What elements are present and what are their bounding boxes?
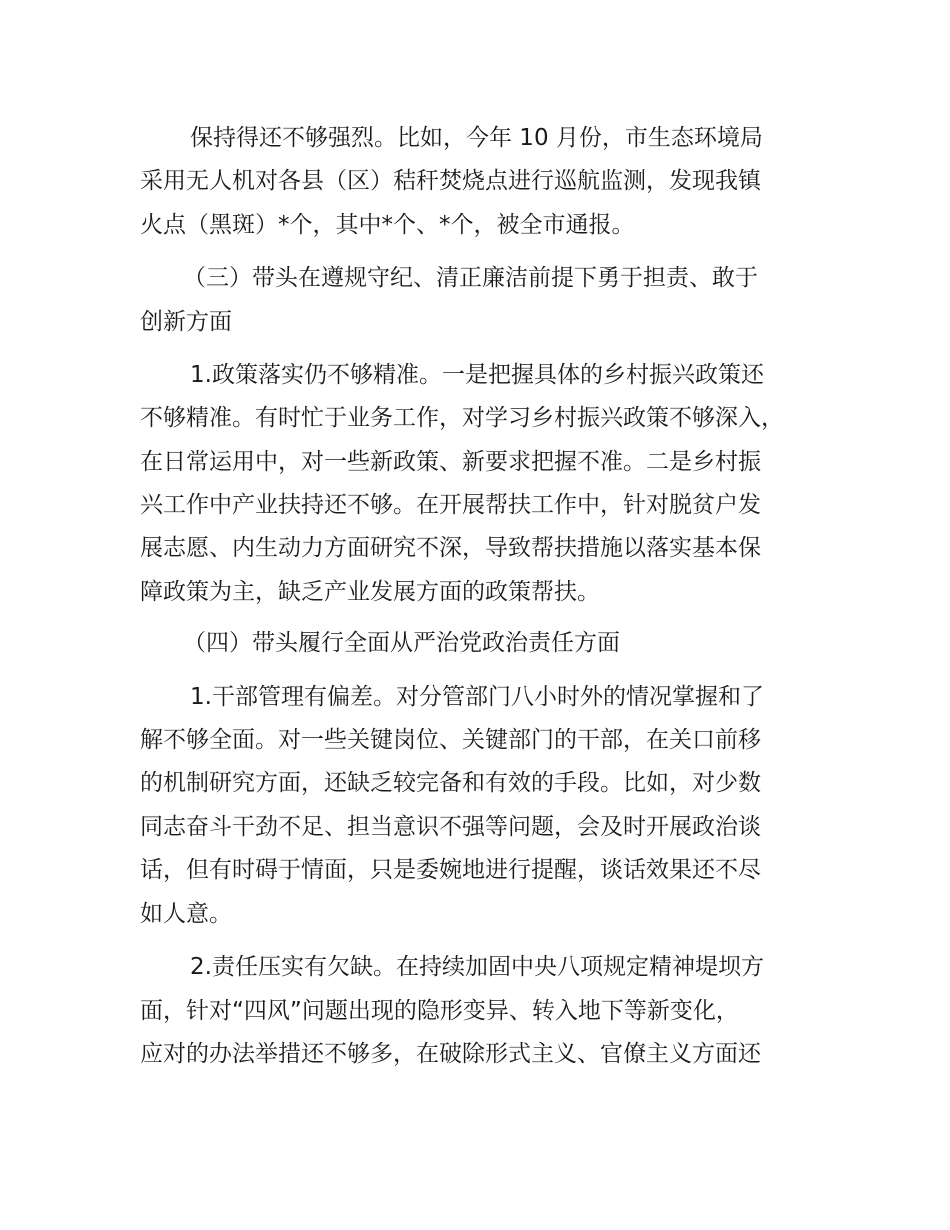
text-line: 面，针对“四风”问题出现的隐形变异、转入地下等新变化， [140,998,739,1024]
text-line: 在日常运用中，对一些新政策、新要求把握不准。二是乡村振 [140,449,761,475]
text-line: 保持得还不够强烈。比如，今年 10 月份，市生态环境局 [190,125,763,151]
text-line: 的机制研究方面，还缺乏较完备和有效的手段。比如，对少数 [140,770,761,796]
section-heading: （四）带头履行全面从严治党政治责任方面 [183,630,620,656]
text-line: 不够精准。有时忙于业务工作，对学习乡村振兴政策不够深入， [140,405,784,431]
text-line: 火点（黑斑）*个，其中*个、*个，被全市通报。 [140,212,635,238]
text-line: 应对的办法举措还不够多，在破除形式主义、官僚主义方面还 [140,1041,761,1067]
section-heading: 创新方面 [140,309,232,335]
text-line: 如人意。 [140,901,232,927]
text-line: 采用无人机对各县（区）秸秆焚烧点进行巡航监测，发现我镇 [140,168,761,194]
text-line: 展志愿、内生动力方面研究不深，导致帮扶措施以落实基本保 [140,535,761,561]
text-line: 话，但有时碍于情面，只是委婉地进行提醒，谈话效果还不尽 [140,857,761,883]
text-line: 障政策为主，缺乏产业发展方面的政策帮扶。 [140,579,600,605]
section-heading: （三）带头在遵规守纪、清正廉洁前提下勇于担责、敢于 [183,265,758,291]
text-line: 2.责任压实有欠缺。在持续加固中央八项规定精神堤坝方 [190,954,764,980]
text-line: 同志奋斗干劲不足、担当意识不强等问题，会及时开展政治谈 [140,814,761,840]
text-line: 解不够全面。对一些关键岗位、关键部门的干部，在关口前移 [140,727,761,753]
text-line: 1.干部管理有偏差。对分管部门八小时外的情况掌握和了 [190,684,764,710]
text-line: 兴工作中产业扶持还不够。在开展帮扶工作中，针对脱贫户发 [140,492,761,518]
text-line: 1.政策落实仍不够精准。一是把握具体的乡村振兴政策还 [190,362,764,388]
